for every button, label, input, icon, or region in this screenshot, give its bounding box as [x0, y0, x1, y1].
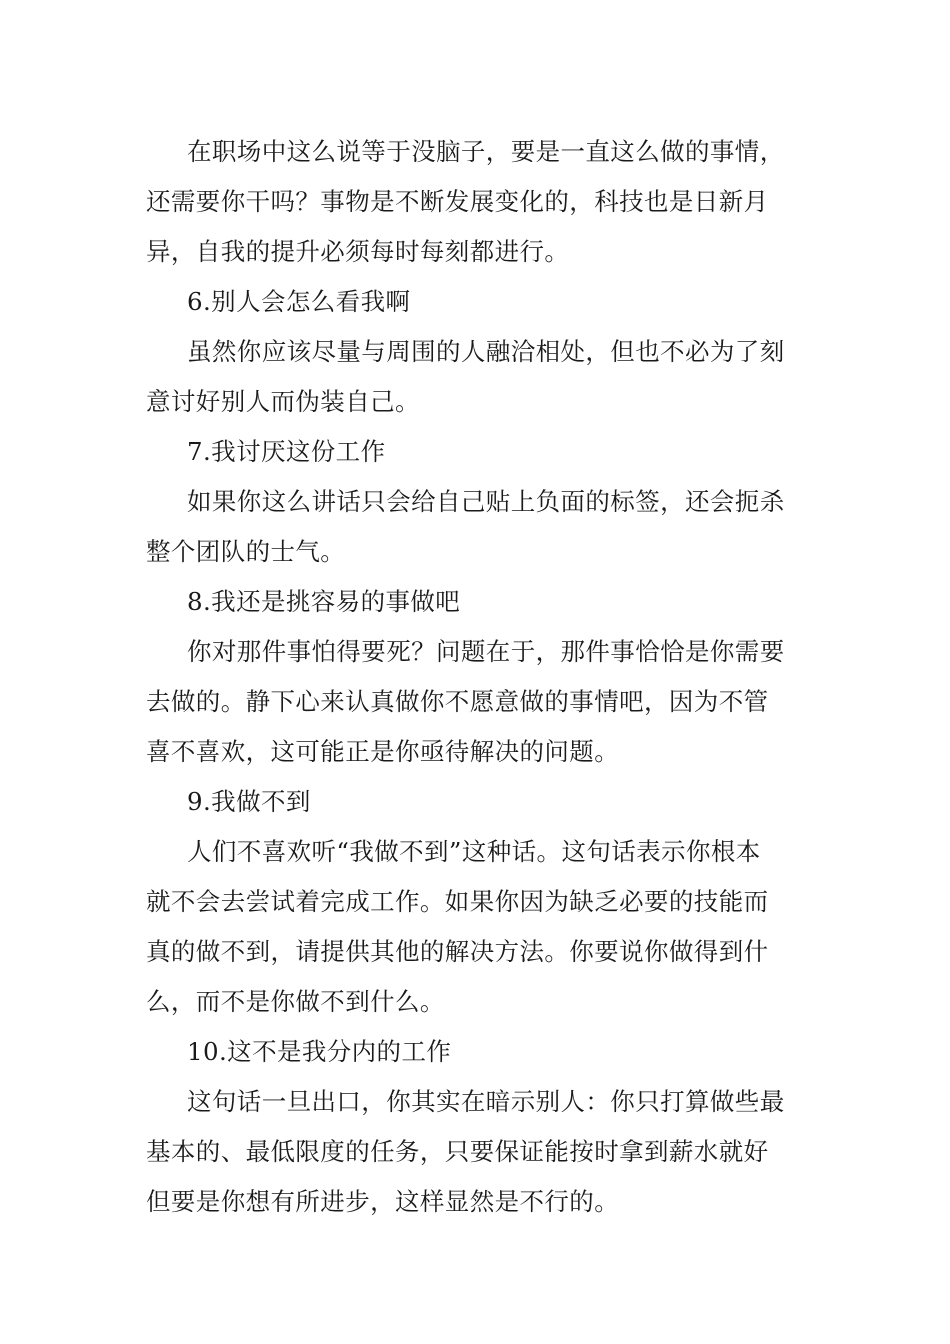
section-heading: 6.别人会怎么看我啊 [187, 287, 411, 316]
text-line: 喜不喜欢，这可能正是你亟待解决的问题。 [146, 737, 620, 766]
body-paragraph [146, 327, 810, 427]
body-paragraph [146, 127, 810, 277]
text-line: 人们不喜欢听“我做不到”这种话。这句话表示你根本 [187, 837, 761, 866]
body-paragraph [146, 477, 810, 577]
body-paragraph [146, 627, 810, 777]
section-heading: 7.我讨厌这份工作 [187, 437, 386, 466]
text-line: 么，而不是你做不到什么。 [146, 987, 445, 1016]
text-line: 意讨好别人而伪装自己。 [146, 387, 420, 416]
body-paragraph [146, 1077, 810, 1227]
text-line: 真的做不到，请提供其他的解决方法。你要说你做得到什 [146, 937, 769, 966]
text-line: 基本的、最低限度的任务，只要保证能按时拿到薪水就好 [146, 1137, 769, 1166]
section-heading: 9.我做不到 [187, 787, 311, 816]
document-body [146, 127, 810, 1227]
text-line: 还需要你干吗？事物是不断发展变化的，科技也是日新月 [146, 187, 769, 216]
body-paragraph [146, 827, 810, 1027]
text-line: 但要是你想有所进步，这样显然是不行的。 [146, 1187, 620, 1216]
text-line: 如果你这么讲话只会给自己贴上负面的标签，还会扼杀 [187, 487, 785, 516]
section-heading: 8.我还是挑容易的事做吧 [187, 587, 461, 616]
text-line: 这句话一旦出口，你其实在暗示别人：你只打算做些最 [187, 1087, 785, 1116]
text-line: 虽然你应该尽量与周围的人融洽相处，但也不必为了刻 [187, 337, 785, 366]
text-line: 去做的。静下心来认真做你不愿意做的事情吧，因为不管 [146, 687, 769, 716]
section-heading: 10.这不是我分内的工作 [187, 1037, 452, 1066]
text-line: 异，自我的提升必须每时每刻都进行。 [146, 237, 570, 266]
text-line: 整个团队的士气。 [146, 537, 346, 566]
text-line: 你对那件事怕得要死？问题在于，那件事恰恰是你需要 [187, 637, 785, 666]
text-line: 就不会去尝试着完成工作。如果你因为缺乏必要的技能而 [146, 887, 769, 916]
text-line: 在职场中这么说等于没脑子，要是一直这么做的事情， [187, 137, 785, 166]
